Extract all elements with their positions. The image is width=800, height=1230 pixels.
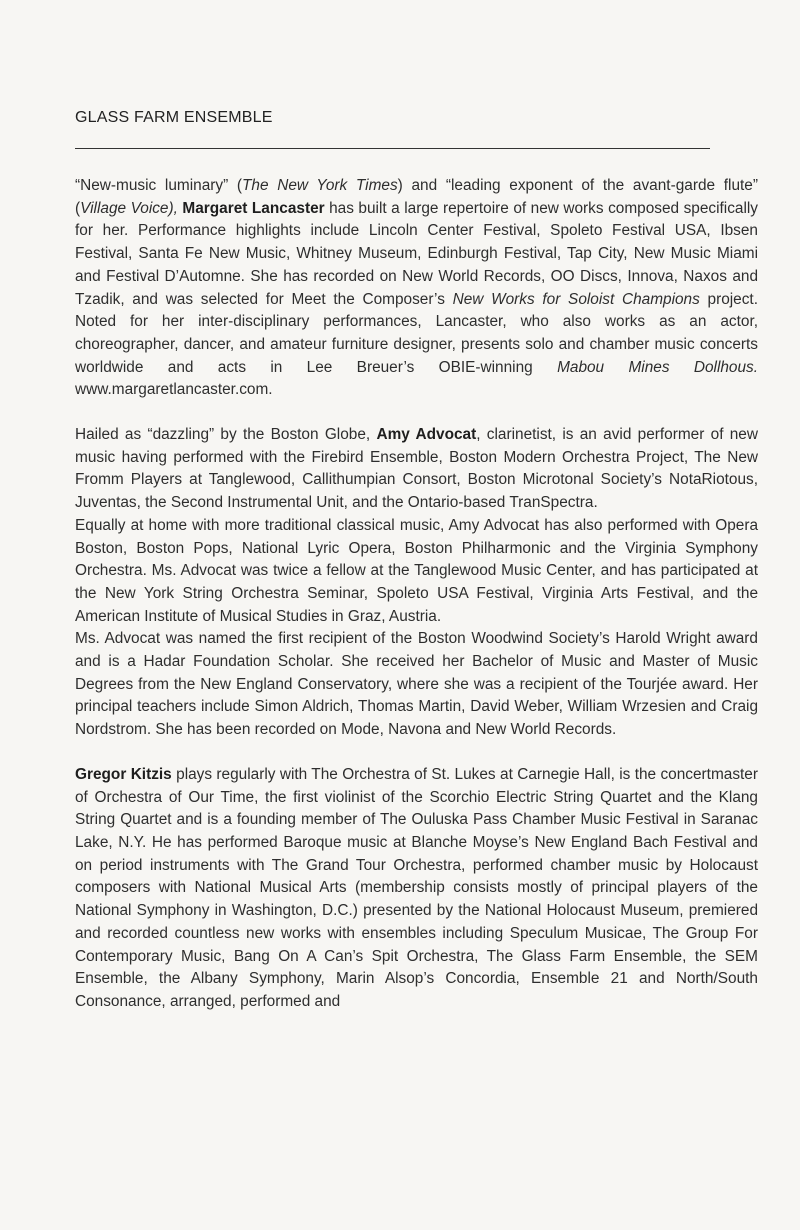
bio-lancaster-text-2: ) and “leading exponent of the avant-garde flute” (: [75, 177, 758, 217]
bio-kitzis-name: Gregor Kitzis: [75, 765, 172, 783]
bio-lancaster-url: www.margaretlancaster.com.: [75, 381, 273, 399]
bio-advocat-3: Ms. Advocat was named the first recipient of the Boston Woodwind Society’s Harold Wright award and is a Hadar Foundation Scholar. She received her Bachelor of Music and Master of Music Degrees from the New England Conservatory, where she was a recipient of the Tourjée award. Her principal teachers include Simon Aldrich, Thomas Martin, David Weber, William Wrzesien and Craig Nordstrom. She has been recorded on Mode, Navona and New World Records.: [75, 630, 758, 739]
bio-kitzis: [75, 764, 758, 1014]
bio-lancaster-italic-3: New Works for Soloist Champions: [452, 290, 700, 308]
page-header: GLASS FARM ENSEMBLE: [75, 109, 273, 126]
bio-lancaster: [75, 175, 758, 402]
bio-lancaster-italic-2: Village Voice),: [80, 199, 178, 217]
bio-lancaster-text-1: “New-music luminary” (: [75, 177, 243, 194]
bio-advocat-name: Amy Advocat: [376, 426, 477, 444]
bio-kitzis-text-1: plays regularly with The Orchestra of St. Lukes at Carnegie Hall, is the concertmaster of Orchestra of Our Time, the first violinist of the Scorchio Electric String Quartet and the Klang String Quartet and is a founding member of The Ouluska Pass Chamber Music Festival in Saranac Lake, N.Y. He has performed Baroque music at Blanche Moyse’s New England Bach Festival and on period instruments with The Grand Tour Orchestra, performed chamber music by Holocaust composers with National Musical Arts (membership consists mostly of principal players of the National Symphony in Washington, D.C.) presented by the National Holocaust Museum, premiered and recorded countless new works with ensembles including Speculum Musicae, The Group For Contemporary Music, Bang On A Can’s Spit Orchestra, The Glass Farm Ensemble, the SEM Ensemble, the Albany Symphony, Marin Alsop’s Concordia, Ensemble 21 and North/South Consonance, arranged, performed and: [75, 765, 758, 1010]
bio-advocat-text-1: Hailed as “dazzling” by the Boston Globe,: [75, 426, 377, 444]
bio-text: [75, 175, 758, 1014]
header-rule: [75, 148, 710, 149]
bio-lancaster-italic-1: The New York Times: [242, 177, 398, 194]
bio-lancaster-italic-4: Mabou Mines Dollhous.: [557, 358, 759, 376]
bio-advocat-1: [75, 424, 758, 515]
bio-advocat-2: Equally at home with more traditional classical music, Amy Advocat has also performed with Opera Boston, Boston Pops, National Lyric Opera, Boston Philharmonic and the Virginia Symphony Orchestra. Ms. Advocat was twice a fellow at the Tanglewood Music Center, and has participated at the New York String Orchestra Seminar, Spoleto USA Festival, Virginia Arts Festival, and the American Institute of Musical Studies in Graz, Austria.: [75, 516, 758, 625]
bio-lancaster-text-4: project. Noted for her inter-disciplinary performances, Lancaster, who also works as an actor, choreographer, dancer, and amateur furniture designer, presents solo and chamber music concerts worldwide and acts in Lee Breuer’s OBIE-winning: [75, 290, 758, 376]
bio-advocat-text-2: , clarinetist, is an avid performer of new music having performed with the Firebird Ensemble, Boston Modern Orchestra Project, The New Fromm Players at Tanglewood, Callithumpian Consort, Boston Microtonal Society’s NotaRiotous, Juventas, the Second Instrumental Unit, and the Ontario-based TranSpectra.: [75, 426, 758, 512]
bio-lancaster-text-3: has built a large repertoire of new works composed specifically for her. Performance highlights include Lincoln Center Festival, Spoleto Festival USA, Ibsen Festival, Santa Fe New Music, Whitney Museum, Edinburgh Festival, Tap City, New Music Miami and Festival D’Automne. She has recorded on New World Records, OO Discs, Innova, Naxos and Tzadik, and was selected for Meet the Composer’s: [75, 199, 758, 308]
bio-lancaster-name: Margaret Lancaster: [182, 199, 325, 217]
